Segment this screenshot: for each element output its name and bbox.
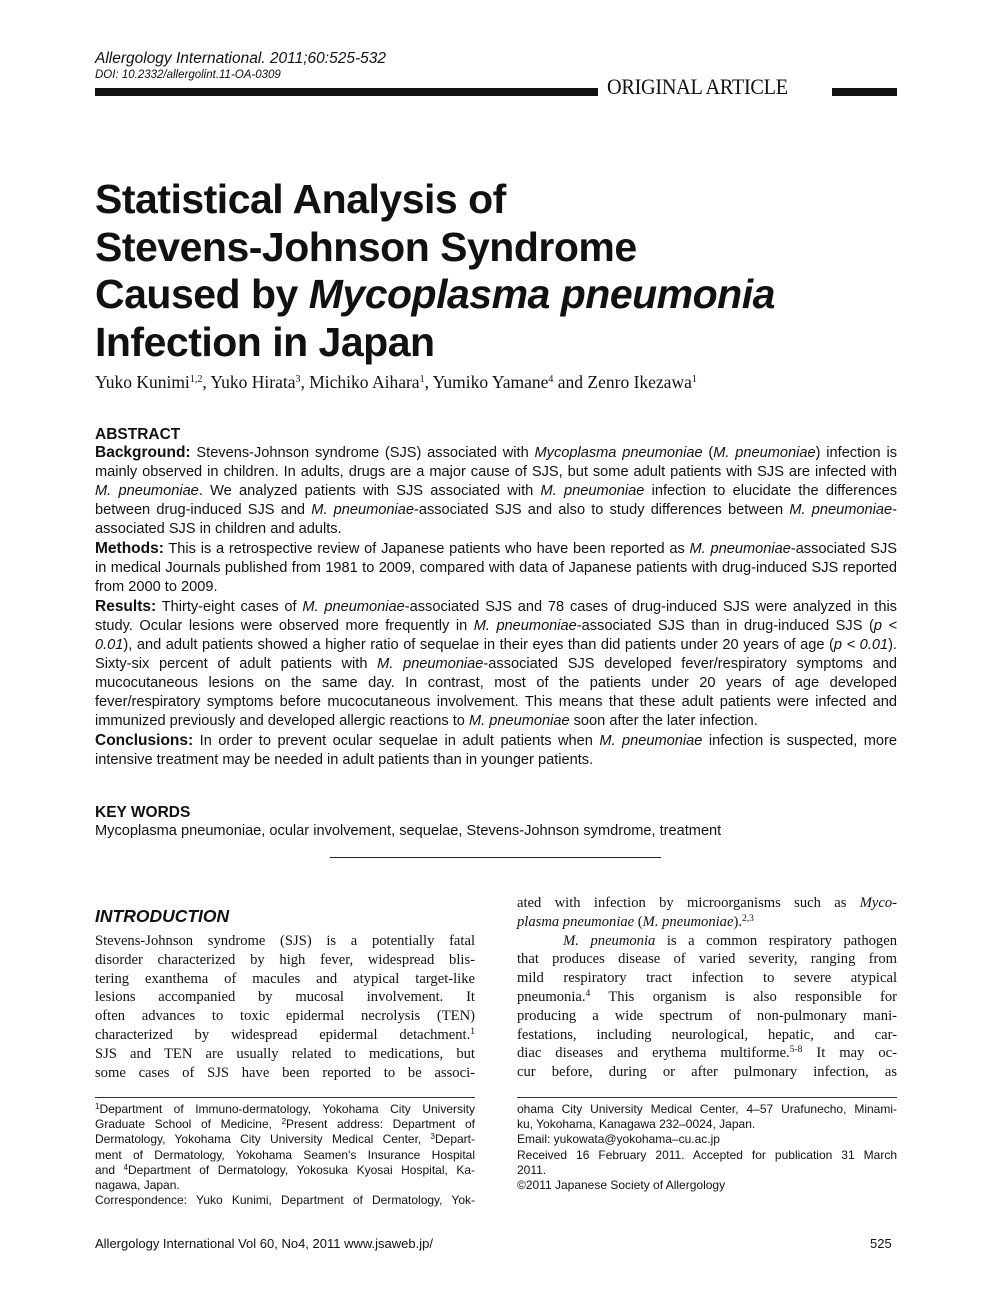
author: Yuko Kunimi$^{1,2}$,: [95, 372, 211, 392]
author-list: [95, 372, 697, 393]
author: Yumiko Yamane$^4$ and: [432, 372, 588, 392]
journal-footer: Allergology International Vol 60, No4, 2011 www.jsaweb.jp/: [95, 1236, 433, 1251]
footnote-rule: [517, 1097, 897, 1098]
doi-link[interactable]: DOI: 10.2332/allergolint.11-OA-0309: [95, 69, 281, 81]
article-title: [95, 176, 895, 366]
correspondence-line: Correspondence: Yuko Kunimi, Department of Dermatology, Yok-: [95, 1193, 475, 1208]
abstract-methods: Methods: This is a retrospective review of Japanese patients who have been reported as M. pneumoniae-associated SJS in medical Journals published from 1981 to 2009, compared with data of Japanese patients with drug-induced SJS reported from 2000 to 2009.: [95, 540, 897, 595]
article-type-label: ORIGINAL ARTICLE: [607, 74, 788, 99]
footnote-rule: [95, 1097, 475, 1098]
abstract-heading: ABSTRACT: [95, 426, 181, 443]
abstract-conclusions: Conclusions: In order to prevent ocular sequelae in adult patients when M. pneumoniae infection is suspected, more intensive treatment may be needed in adult patients than in younger patients.: [95, 732, 897, 768]
author: Zenro Ikezawa$^1$: [587, 372, 697, 392]
header-rule-left: [95, 88, 598, 96]
abstract-results: Results: Thirty-eight cases of M. pneumoniae-associated SJS and 78 cases of drug-induced SJS were analyzed in this study. Ocular lesions were observed more frequently in M. pneumoniae-associated SJS than in drug-induced SJS (p < 0.01), and adult patients showed a higher ratio of sequelae in their eyes than did patients under 20 years of age (p < 0.01). Sixty-six percent of adult patients with M. pneumoniae-associated SJS developed fever/respiratory symptoms and mucocutaneous lesions on the same day. In contrast, most of the patients under 20 years of age developed fever/respiratory symptoms before mucocutaneous involvement. This means that these adult patients were infected and immunized previously and developed allergic reactions to M. pneumoniae soon after the later infection.: [95, 598, 897, 729]
keywords-heading: KEY WORDS: [95, 804, 191, 821]
body-column-left: Stevens-Johnson syndrome (SJS) is a potentially fatal disorder characterized by high fever, widespread blis- tering exanthema of macules and atypical target-like lesions accompanied by mucosal involvement. It often advances to toxic epidermal necrolysis (TEN) characterized by widespread epidermal detachment.$^1$ SJS and TEN are usually related to medications, but some cases of SJS have been reported to be associ-: [95, 933, 475, 1081]
body-column-right: ated with infection by microorganisms such as Myco- plasma pneumoniae (M. pneumoniae).$^{2,3}$ M. pneumonia is a common respiratory pathogen that produces disease of varied severity, ranging from mild respiratory tract infection to severe atypical pneumonia.$^4$ This organism is also responsible for producing a wide spectrum of non-pulmonary mani- festations, including neurological, hepatic, and car- diac diseases and erythema multiforme.$^{5-8}$ It may oc- cur before, during or after pulmonary infection, as: [517, 895, 898, 1081]
section-divider: [330, 857, 661, 858]
author: Yuko Hirata$^3$,: [210, 372, 310, 392]
title-line-1: Statistical Analysis of: [95, 176, 506, 222]
title-line-2: Stevens-Johnson Syndrome: [95, 223, 637, 270]
introduction-heading: INTRODUCTION: [95, 906, 230, 926]
title-line-3: Caused by Mycoplasma pneumonia: [95, 271, 775, 317]
email-link[interactable]: Email: yukowata@yokohama–cu.ac.jp: [517, 1132, 720, 1147]
correspondence-footnote: ohama City University Medical Center, 4–57 Urafunecho, Minami- ku, Yokohama, Kanagawa 232–0024, Japan. Email: yukowata@yokohama–cu.ac.jp Received 16 February 2011. Accepted for publication 31 March 2011. ©2011 Japanese Society of Allergology: [517, 1102, 897, 1193]
affiliations-footnote: $^1$Department of Immuno-dermatology, Yokohama City University Graduate School of Medicine, $^2$Present address: Department of Dermatology, Yokohama City University Medical Center, $^3$Depart- ment of Dermatology, Yokohama Seamen's Insurance Hospital and $^4$Department of Dermatology, Yokosuka Kyosai Hospital, Ka- nagawa, Japan. Correspondence: Yuko Kunimi, Department of Dermatology, Yok-: [95, 1102, 476, 1208]
header-rule-right: [832, 88, 897, 96]
author: Michiko Aihara$^1$,: [309, 372, 433, 392]
page-number: 525: [870, 1236, 892, 1251]
keywords-list: Mycoplasma pneumoniae, ocular involvement, sequelae, Stevens-Johnson symdrome, treatment: [95, 823, 722, 839]
title-line-4: Infection in Japan: [95, 318, 435, 365]
copyright-line: ©2011 Japanese Society of Allergology: [517, 1178, 726, 1193]
abstract-section: [95, 426, 897, 770]
abstract-background: Background: Stevens-Johnson syndrome (SJS) associated with Mycoplasma pneumoniae (M. pneumoniae) infection is mainly observed in children. In adults, drugs are a major cause of SJS, but some adult patients with SJS are infected with M. pneumoniae. We analyzed patients with SJS associated with M. pneumoniae infection to elucidate the differences between drug-induced SJS and M. pneumoniae-associated SJS and also to study differences between M. pneumoniae-associated SJS in children and adults.: [95, 444, 897, 537]
journal-citation: Allergology International. 2011;60:525-532: [95, 50, 386, 67]
